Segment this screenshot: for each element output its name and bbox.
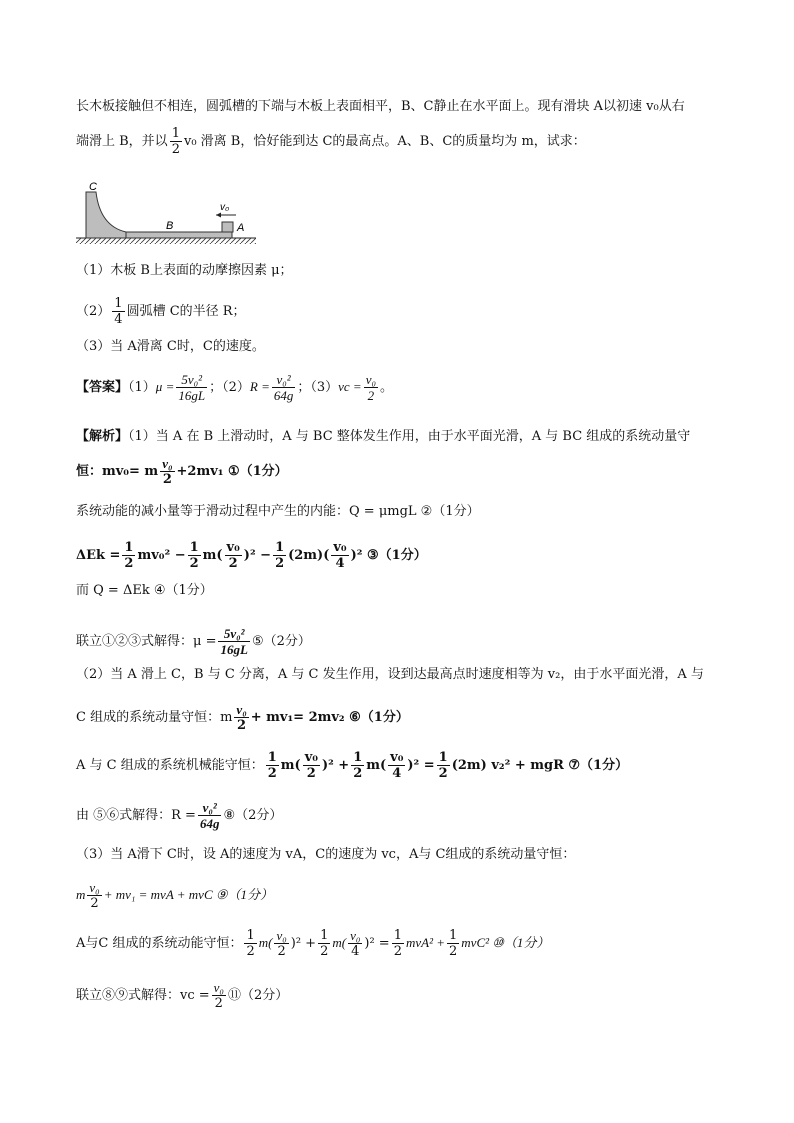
l4-f3d: 2 — [228, 556, 238, 571]
analysis-l4e: (2m)( — [288, 548, 330, 563]
label-a: A — [237, 222, 245, 234]
question-3: （3）当 A滑离 C时，C的速度。 — [76, 339, 265, 354]
analysis-l4c: m( — [202, 548, 223, 563]
l13-f1d: 2 — [246, 944, 255, 959]
l13-f3n: 1 — [320, 928, 329, 943]
analysis-l14b: ⑪（2分） — [227, 988, 289, 1003]
analysis-line-14 — [76, 980, 754, 1011]
l9-f3n: 1 — [353, 750, 363, 765]
l14-frac — [212, 980, 226, 1011]
answer-p1: （1） — [128, 380, 156, 395]
analysis-line-11: （3）当 A滑下 C时，设 A的速度为 vA，C的速度为 vc，A与 C组成的系统动量守恒： — [76, 847, 576, 862]
analysis-line-10 — [76, 800, 754, 831]
half-den: 2 — [171, 142, 180, 157]
answer-vc: vc = — [338, 379, 362, 394]
answer-frac-3 — [364, 372, 378, 403]
l13-f6n: 1 — [449, 928, 458, 943]
answer-frac-2-den: 64g — [273, 388, 294, 403]
l4-f5n: v₀ — [333, 540, 347, 555]
quarter-fraction — [112, 296, 124, 327]
answer-end: 。 — [379, 380, 393, 395]
analysis-line-2 — [76, 456, 754, 487]
analysis-l13f: mvA² + — [405, 935, 445, 950]
l9-frac-1 — [266, 750, 279, 781]
l9-f2n: v₀ — [304, 750, 318, 765]
l9-frac-5 — [437, 750, 450, 781]
l12-den: 2 — [90, 896, 99, 911]
analysis-line-5: 而 Q = ΔEk ④（1分） — [76, 583, 213, 598]
analysis-l1: （1）当 A 在 B 上滑动时，A 与 BC 整体发生作用，由于水平面光滑，A 与 BC 组成的系统动量守 — [128, 429, 691, 444]
l9-f4d: 4 — [392, 766, 402, 781]
l9-f3d: 2 — [353, 766, 363, 781]
analysis-l4f: )² ③（1分） — [350, 548, 427, 563]
analysis-l12b: + mv₁ = mvA + mvC ⑨（1分） — [103, 887, 274, 902]
question-2 — [76, 296, 754, 327]
l4-frac-3 — [225, 540, 242, 571]
quarter-den: 4 — [114, 312, 123, 327]
label-c: C — [89, 181, 97, 193]
analysis-l2-den: 2 — [162, 472, 172, 487]
answer-r: R = — [249, 379, 270, 394]
analysis-line-6 — [76, 626, 754, 657]
l13-frac-3 — [318, 928, 330, 959]
slider-a — [222, 222, 233, 232]
l13-f4d: 4 — [351, 944, 360, 959]
intro-line-2a: 端滑上 B，并以 — [76, 134, 168, 149]
arrow-head-icon — [216, 213, 221, 218]
analysis-l13g: mvC² ⑩（1分） — [461, 935, 550, 950]
question-1: （1）木板 B上表面的动摩擦因素 μ； — [76, 263, 293, 278]
analysis-line-4 — [76, 540, 754, 571]
l9-frac-3 — [351, 750, 364, 781]
intro-line-1: 长木板接触但不相连，圆弧槽的下端与木板上表面相平，B、C静止在水平面上。现有滑块 A以初速 v₀从右 — [76, 99, 685, 114]
l13-frac-1 — [244, 928, 256, 959]
answer-line — [76, 372, 754, 403]
l9-f1d: 2 — [267, 766, 277, 781]
answer-p3: ；（3） — [297, 380, 339, 395]
l9-f2d: 2 — [306, 766, 316, 781]
q2-prefix: （2） — [76, 304, 111, 319]
l4-frac-2 — [188, 540, 201, 571]
l6-num: 5v₀² — [218, 626, 249, 642]
answer-frac-1-den: 16gL — [178, 388, 206, 403]
l4-f3n: v₀ — [226, 540, 240, 555]
analysis-l6b: ⑤（2分） — [251, 634, 311, 649]
quarter-num: 1 — [114, 296, 123, 311]
l13-f2d: 2 — [277, 944, 286, 959]
l9-f5d: 2 — [438, 766, 448, 781]
analysis-l13e: )² = — [364, 936, 390, 951]
analysis-l2a: 恒：mv₀= m — [76, 464, 159, 479]
l10-num: v₀² — [198, 800, 222, 816]
l13-f1n: 1 — [246, 928, 255, 943]
analysis-l9a: A 与 C 组成的系统机械能守恒： — [76, 758, 264, 773]
l13-f5n: 1 — [393, 928, 402, 943]
analysis-l10b: ⑧（2分） — [223, 808, 283, 823]
analysis-l6a: 联立①②③式解得：μ = — [76, 634, 217, 649]
l9-f1n: 1 — [267, 750, 277, 765]
q2-suffix: 圆弧槽 C的半径 R； — [126, 304, 246, 319]
l13-f2n: v₀ — [276, 928, 287, 943]
l10-den: 64g — [199, 816, 220, 831]
analysis-line-8 — [76, 702, 754, 733]
ground-hatch — [76, 238, 256, 244]
l4-f4d: 2 — [275, 556, 285, 571]
analysis-tag: 【解析】 — [76, 429, 129, 444]
l4-f1n: 1 — [124, 540, 134, 555]
half-fraction — [170, 126, 182, 157]
l14-num: v₀ — [213, 980, 224, 995]
analysis-l2-frac — [160, 456, 174, 487]
analysis-l9f: (2m) v₂² + mgR ⑦（1分） — [451, 758, 629, 773]
analysis-l9d: m( — [366, 758, 387, 773]
l9-frac-2 — [303, 750, 320, 781]
plank-b — [126, 232, 232, 238]
analysis-l12a: m — [76, 887, 86, 902]
analysis-l9e: )² = — [407, 758, 435, 773]
analysis-l13d: m( — [332, 935, 347, 950]
analysis-l8a: C 组成的系统动量守恒：m — [76, 710, 233, 725]
answer-frac-2 — [272, 372, 296, 403]
analysis-l9b: m( — [280, 758, 301, 773]
l9-f5n: 1 — [438, 750, 448, 765]
l10-frac — [198, 800, 222, 831]
answer-frac-2-num: v₀² — [272, 372, 296, 388]
l14-den: 2 — [214, 996, 223, 1011]
l9-frac-4 — [388, 750, 405, 781]
l4-frac-1 — [122, 540, 135, 571]
l13-frac-5 — [392, 928, 404, 959]
analysis-line-12 — [76, 880, 754, 911]
answer-frac-1-num: 5v₀² — [176, 372, 207, 388]
analysis-line-13 — [76, 928, 754, 959]
l8-num: v₀ — [236, 702, 247, 717]
setup-diagram — [76, 178, 256, 250]
analysis-l13c: )² + — [290, 936, 317, 951]
analysis-l2-num: v₀ — [162, 456, 173, 471]
l4-f1d: 2 — [124, 556, 134, 571]
l13-frac-2 — [274, 928, 288, 959]
l13-f5d: 2 — [393, 944, 402, 959]
l12-frac — [87, 880, 101, 911]
analysis-l4a: ΔEk = — [76, 548, 121, 563]
analysis-l10a: 由 ⑤⑥式解得：R = — [76, 808, 196, 823]
analysis-l13a: A与C 组成的系统动能守恒： — [76, 936, 243, 951]
l13-f4n: v₀ — [350, 928, 361, 943]
l6-den: 16gL — [220, 642, 248, 657]
analysis-line-7: （2）当 A 滑上 C，B 与 C 分离，A 与 C 发生作用，设到达最高点时速度相等为 v₂，由于水平面光滑，A 与 — [76, 667, 704, 682]
l4-frac-4 — [273, 540, 286, 571]
analysis-l8b: + mv₁= 2mv₂ ⑥（1分） — [250, 710, 409, 725]
analysis-l13b: m( — [258, 935, 273, 950]
analysis-l4b: mv₀² − — [137, 548, 186, 563]
l13-frac-6 — [447, 928, 459, 959]
analysis-line-1 — [76, 428, 754, 446]
answer-frac-3-den: 2 — [367, 388, 375, 403]
l13-frac-4 — [348, 928, 362, 959]
answer-tag: 【答案】 — [76, 380, 129, 395]
answer-p2: ；（2） — [209, 380, 250, 395]
analysis-l4d: )² − — [243, 548, 272, 563]
analysis-line-3: 系统动能的减小量等于滑动过程中产生的内能：Q = μmgL ②（1分） — [76, 504, 480, 519]
l4-frac-5 — [331, 540, 348, 571]
analysis-l9c: )² + — [321, 758, 350, 773]
l6-frac — [218, 626, 249, 657]
half-num: 1 — [171, 126, 180, 141]
l4-f2d: 2 — [189, 556, 199, 571]
l4-f2n: 1 — [189, 540, 199, 555]
answer-frac-3-num: v₀ — [365, 372, 376, 387]
diagram-svg — [76, 178, 256, 250]
l9-f4n: v₀ — [390, 750, 404, 765]
label-v0: v₀ — [220, 202, 230, 213]
intro-line-2 — [76, 126, 754, 157]
l4-f5d: 4 — [335, 556, 345, 571]
l4-f4n: 1 — [275, 540, 285, 555]
answer-mu: μ = — [155, 379, 175, 394]
l13-f3d: 2 — [320, 944, 329, 959]
l12-num: v₀ — [89, 880, 100, 895]
l8-frac — [234, 702, 248, 733]
intro-line-2b: v₀ 滑离 B，恰好能到达 C的最高点。A、B、C的质量均为 m，试求： — [183, 134, 586, 149]
analysis-line-9 — [76, 750, 754, 781]
label-b: B — [166, 220, 174, 232]
analysis-l14a: 联立⑧⑨式解得：vc = — [76, 988, 210, 1003]
l13-f6d: 2 — [449, 944, 458, 959]
arc-block-c — [86, 192, 126, 238]
analysis-l2b: +2mv₁ ①（1分） — [176, 464, 288, 479]
answer-frac-1 — [176, 372, 207, 403]
l8-den: 2 — [237, 718, 247, 733]
